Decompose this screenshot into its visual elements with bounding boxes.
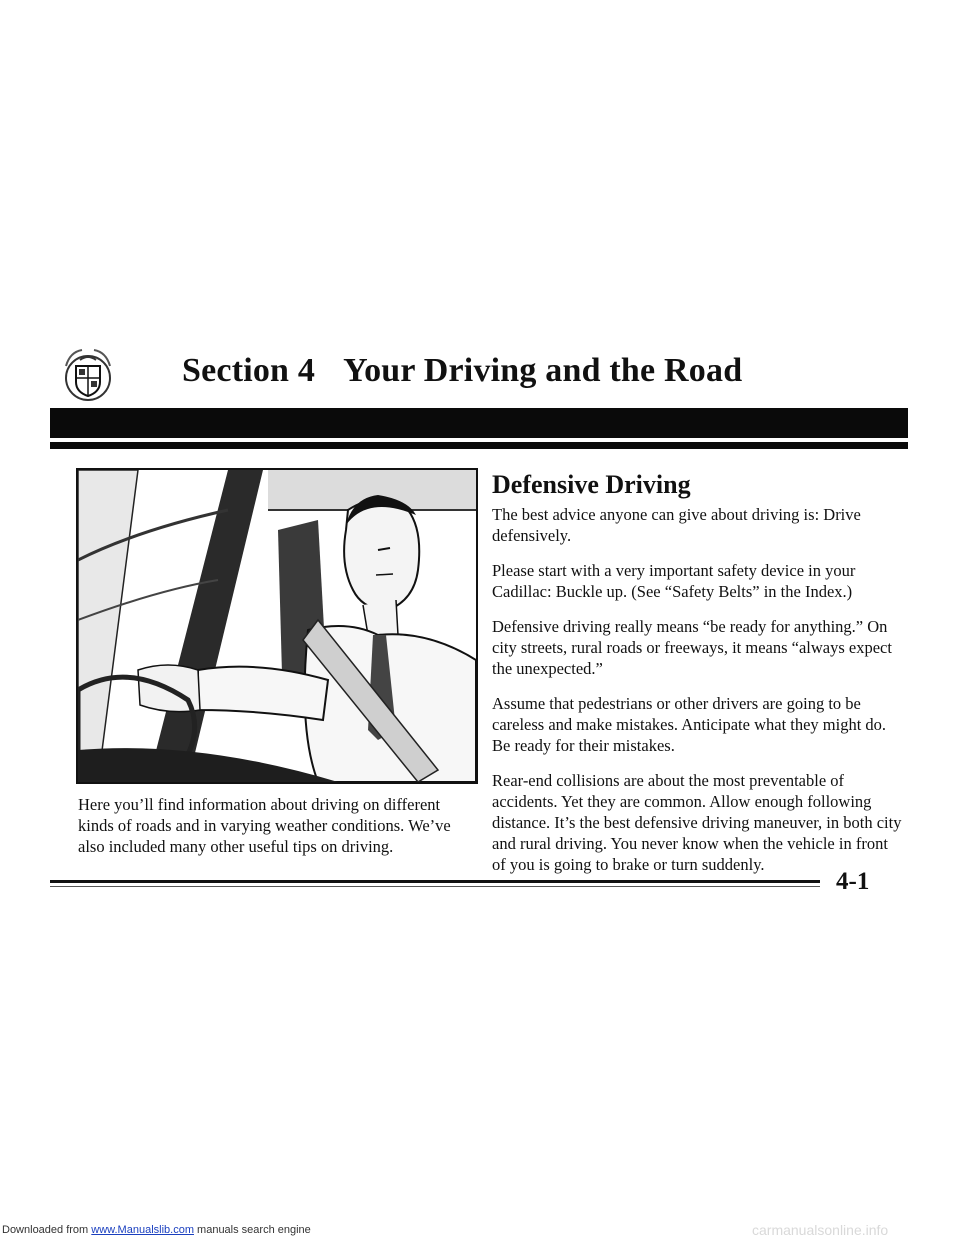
section-number: Section 4 xyxy=(182,352,316,389)
page-number: 4-1 xyxy=(836,868,870,895)
footer-rule-thin xyxy=(50,886,820,887)
site-watermark: carmanualsonline.info xyxy=(752,1222,889,1238)
paragraph: Defensive driving really means “be ready for anything.” On city streets, rural roads or freeways, it means “always expect the unexpected.” xyxy=(492,617,892,678)
watermark-prefix: Downloaded from xyxy=(2,1224,92,1236)
article-body xyxy=(492,504,902,889)
illustration-caption: Here you’ll find information about driving on different kinds of roads and in varying weather conditions. We’ve also included many other useful tips on driving. xyxy=(78,795,451,856)
paragraph: Rear-end collisions are about the most preventable of accidents. Yet they are common. Allow enough following distance. It’s the best defensive driving maneuver, in both city and rural driving. You never know when the vehicle in front of you is going to brake or turn suddenly. xyxy=(492,771,902,874)
header-rule xyxy=(50,442,908,449)
cadillac-crest-icon xyxy=(52,340,124,412)
paragraph: The best advice anyone can give about driving is: Drive defensively. xyxy=(492,505,861,545)
download-watermark xyxy=(2,1224,311,1236)
footer-rule xyxy=(50,880,820,883)
article-heading: Defensive Driving xyxy=(492,470,691,499)
header-bar xyxy=(50,408,908,438)
watermark-suffix: manuals search engine xyxy=(193,1224,311,1236)
manualslib-link[interactable]: www.Manualslib.com xyxy=(91,1224,194,1236)
paragraph: Please start with a very important safety device in your Cadillac: Buckle up. (See “Safety Belts” in the Index.) xyxy=(492,561,856,601)
section-name: Your Driving and the Road xyxy=(343,352,743,389)
driver-illustration xyxy=(76,468,478,784)
paragraph: Assume that pedestrians or other drivers are going to be careless and make mistakes. Anticipate what they might do. Be ready for their mistakes. xyxy=(492,694,887,755)
section-title xyxy=(182,352,742,390)
